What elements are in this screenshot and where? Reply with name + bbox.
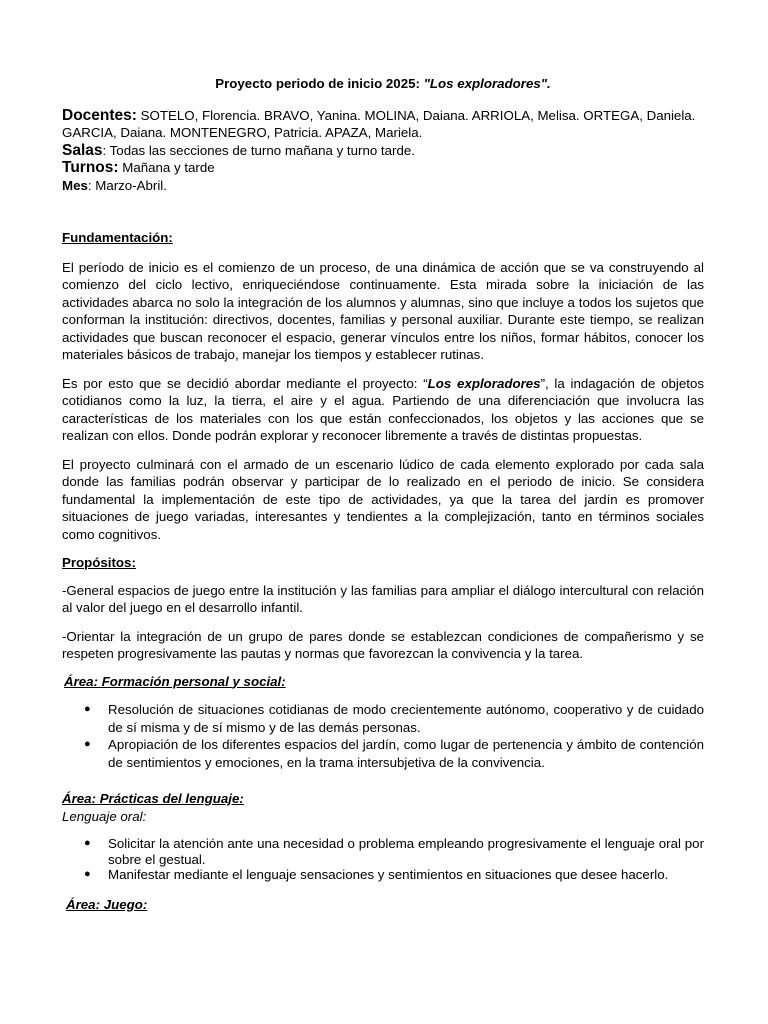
proposito-2: -Orientar la integración de un grupo de pares donde se establezcan condiciones de compañerismo y se respeten progresivamente las pautas y normas que favorezcan la convivencia y la tarea.: [62, 628, 704, 661]
salas-value: : Todas las secciones de turno mañana y turno tarde.: [102, 142, 415, 158]
list-item: ● Solicitar la atención ante una necesidad o problema empleando progresivamente el lenguaje oral por sobre el gestual.: [108, 836, 704, 867]
fundamentacion-heading: Fundamentación:: [62, 230, 173, 245]
lenguaje-oral-subheading: Lenguaje oral:: [62, 808, 147, 824]
turnos-value: Mañana y tarde: [118, 160, 215, 175]
document-page: [62, 75, 704, 913]
salas-line: [62, 142, 704, 160]
proposito-1: -General espacios de juego entre la institución y las familias para ampliar el diálogo intercultural con relación al valor del juego en el desarrollo infantil.: [62, 582, 704, 615]
fundamentacion-paragraph-1: El período de inicio es el comienzo de un proceso, de una dinámica de acción que se va construyendo al comienzo del ciclo lectivo, enriqueciéndose continuamente. Esta mirada sobre la iniciación de las actividades abarca no solo la integración de los alumnos y alumnas, sino que incluye a todos los sujetos que conforman la institución: directivos, docentes, familias y personal auxiliar. Durante este tiempo, se realizan actividades que buscan reconocer el espacio, generar vínculos entre los niños, formar hábitos, conocer los materiales básicos de trabajo, manejar los tiempos y establecer rutinas.: [62, 259, 704, 362]
area-formacion-list: [62, 701, 704, 771]
area-lenguaje-list: [62, 836, 704, 883]
salas-label: Salas: [62, 141, 103, 159]
fundamentacion-paragraph-2: [62, 375, 704, 445]
turnos-label: Turnos:: [62, 159, 119, 176]
p2-before: Es por esto que se decidió abordar mediante el proyecto: “: [62, 375, 428, 391]
mes-value: : Marzo-Abril.: [87, 177, 167, 193]
p2-project-name: Los exploradores: [427, 375, 541, 391]
docentes-value: SOTELO, Florencia. BRAVO, Yanina. MOLINA, Daiana. ARRIOLA, Melisa. ORTEGA, Daniela. GARCIA, Daiana. MONTENEGRO, Patricia. APAZA, Mariela.: [62, 107, 696, 140]
area-formacion-heading: Área: Formación personal y social:: [64, 673, 286, 689]
area-juego-heading: Área: Juego:: [66, 896, 148, 912]
mes-line: [62, 177, 704, 195]
docentes-label: Docentes:: [62, 106, 137, 124]
fundamentacion-paragraph-3: El proyecto culminará con el armado de un escenario lúdico de cada elemento explorado por cada sala donde las familias podrán observar y participar de lo realizado en el periodo de inicio. Se considera fundamental la implementación de este tipo de actividades, ya que la tarea del jardín es promover situaciones de juego variadas, interesantes y tendientes a la complejización, tanto en términos sociales como cognitivos.: [62, 456, 704, 542]
docentes-line: [62, 107, 704, 142]
project-name: "Los exploradores".: [423, 76, 551, 91]
list-item: ● Apropiación de los diferentes espacios del jardín, como lugar de pertenencia y ámbito de contención de sentimientos y emociones, en la trama intersubjetiva de la convivencia.: [108, 736, 704, 771]
document-title: [62, 75, 704, 93]
title-prefix: Proyecto periodo de inicio 2025:: [215, 76, 424, 91]
propositos-heading: Propósitos:: [62, 555, 136, 570]
list-item: ● Manifestar mediante el lenguaje sensaciones y sentimientos en situaciones que desee hacerlo.: [108, 867, 704, 883]
area-lenguaje-heading: Área: Prácticas del lenguaje:: [62, 791, 244, 806]
turnos-line: [62, 159, 704, 177]
mes-label: Mes: [62, 177, 88, 193]
list-item: ● Resolución de situaciones cotidianas de modo crecientemente autónomo, cooperativo y de cuidado de sí misma y de sí mismo y de las demás personas.: [108, 701, 704, 736]
p2-after: ”, la indagación de objetos cotidianos como la luz, la tierra, el aire y el agua. Partiendo de una diferenciación que involucra las características de los materiales con los que están confeccionados, los objetos y las acciones que se realizan con ellos. Donde podrán explorar y reconocer libremente a través de distintas propuestas.: [62, 375, 704, 443]
